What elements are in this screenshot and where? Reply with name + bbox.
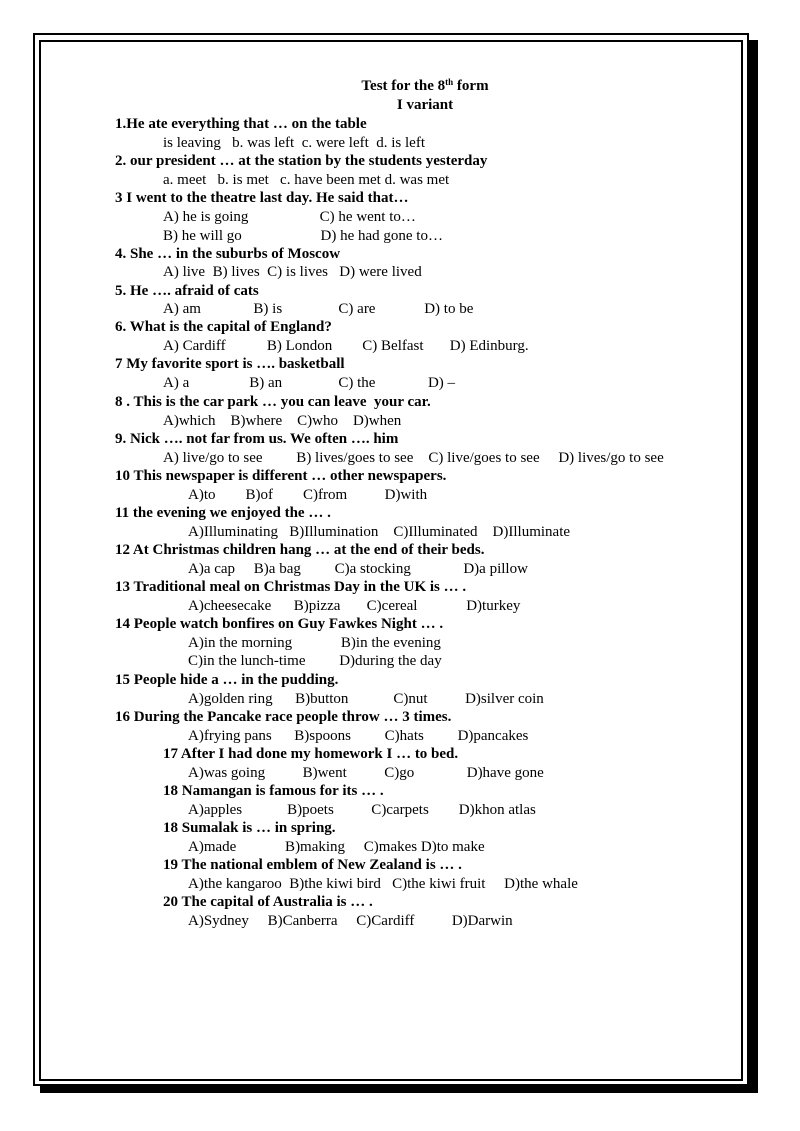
page-border-shadow-bottom <box>40 1086 758 1093</box>
answer-options: A) live B) lives C) is lives D) were lived <box>163 264 422 280</box>
question-text: 18 Namangan is famous for its … . <box>163 783 384 799</box>
answer-options: A)Sydney B)Canberra C)Cardiff D)Darwin <box>188 913 513 929</box>
question-text: 3 I went to the theatre last day. He said that… <box>115 190 409 206</box>
answer-options: A)to B)of C)from D)with <box>188 487 428 503</box>
answer-options: A) live/go to see B) lives/goes to see C) live/goes to see D) lives/go to see <box>163 450 664 466</box>
answer-options: A)frying pans B)spoons C)hats D)pancakes <box>188 728 529 744</box>
answer-options: A)golden ring B)button C)nut D)silver coin <box>188 691 544 707</box>
answer-options: B) he will go D) he had gone to… <box>163 228 443 244</box>
question-text: 12 At Christmas children hang … at the end of their beds. <box>115 542 485 558</box>
question-text: 8 . This is the car park … you can leave your car. <box>115 394 431 410</box>
answer-options: A)made B)making C)makes D)to make <box>188 839 485 855</box>
question-text: 16 During the Pancake race people throw … 3 times. <box>115 709 452 725</box>
question-text: 10 This newspaper is different … other newspapers. <box>115 468 447 484</box>
title-superscript: th <box>445 77 454 87</box>
question-text: 2. our president … at the station by the students yesterday <box>115 153 488 169</box>
question-text: 17 After I had done my homework I … to bed. <box>163 746 459 762</box>
answer-options: A) am B) is C) are D) to be <box>163 301 474 317</box>
question-text: 6. What is the capital of England? <box>115 319 332 335</box>
question-text: 11 the evening we enjoyed the … . <box>115 505 331 521</box>
question-text: 18 Sumalak is … in spring. <box>163 820 336 836</box>
question-text: 7 My favorite sport is …. basketball <box>115 356 345 372</box>
answer-options: A)cheesecake B)pizza C)cereal D)turkey <box>188 598 521 614</box>
question-text: 15 People hide a … in the pudding. <box>115 672 339 688</box>
question-text: 5. He …. afraid of cats <box>115 283 259 299</box>
answer-options: A)which B)where C)who D)when <box>163 413 402 429</box>
question-text: 19 The national emblem of New Zealand is … . <box>163 857 462 873</box>
answer-options: A)in the morning B)in the evening <box>188 635 441 651</box>
answer-options: A) he is going C) he went to… <box>163 209 416 225</box>
question-text: 13 Traditional meal on Christmas Day in the UK is … . <box>115 579 467 595</box>
question-text: 4. She … in the suburbs of Moscow <box>115 246 341 262</box>
question-text: 14 People watch bonfires on Guy Fawkes Night … . <box>115 616 444 632</box>
question-text: 1.He ate everything that … on the table <box>115 116 367 132</box>
document-title <box>0 77 800 95</box>
answer-options: A) a B) an C) the D) – <box>163 375 456 391</box>
answer-options: A)a cap B)a bag C)a stocking D)a pillow <box>188 561 528 577</box>
page-border-shadow-right <box>749 40 758 1093</box>
answer-options: A) Cardiff B) London C) Belfast D) Edinburg. <box>163 338 529 354</box>
variant-label: I variant <box>396 97 454 113</box>
question-text: 20 The capital of Australia is … . <box>163 894 373 910</box>
question-text: 9. Nick …. not far from us. We often …. him <box>115 431 399 447</box>
title-text-end: form <box>453 78 489 94</box>
answer-options: A)was going B)went C)go D)have gone <box>188 765 544 781</box>
answer-options: a. meet b. is met c. have been met d. was met <box>163 172 450 188</box>
answer-options: A)apples B)poets C)carpets D)khon atlas <box>188 802 536 818</box>
answer-options: C)in the lunch-time D)during the day <box>188 653 442 669</box>
answer-options: A)the kangaroo B)the kiwi bird C)the kiwi fruit D)the whale <box>188 876 578 892</box>
answer-options: is leaving b. was left c. were left d. is left <box>163 135 426 151</box>
answer-options: A)Illuminating B)Illumination C)Illuminated D)Illuminate <box>188 524 571 540</box>
title-text: Test for the 8 <box>361 78 446 94</box>
